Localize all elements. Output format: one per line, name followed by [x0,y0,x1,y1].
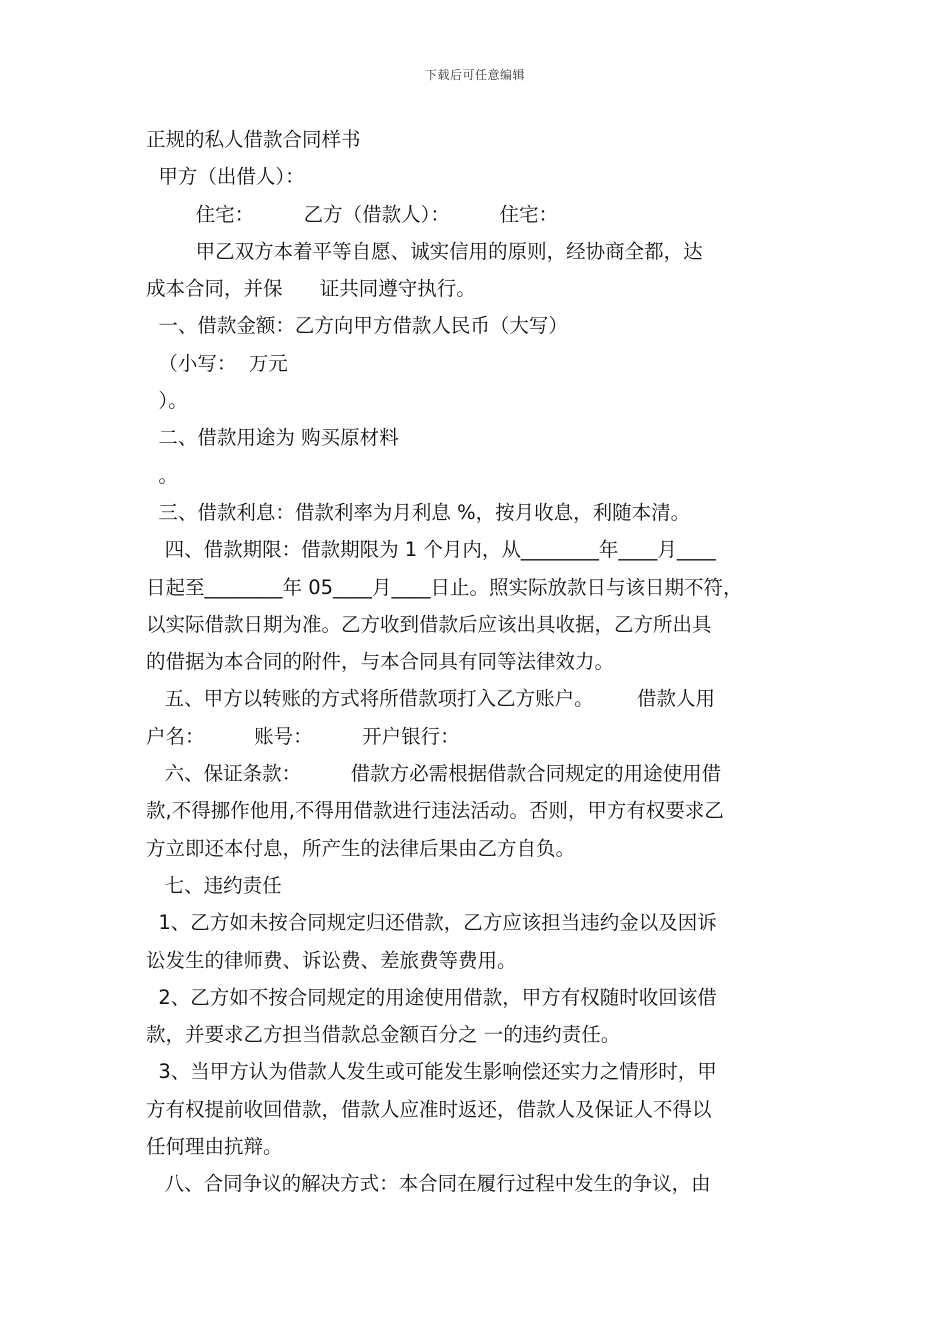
clause-5-transfer-line-1: 五、甲方以转账的方式将所借款项打入乙方账户。 借款人用 [146,687,715,711]
preamble-line-2: 成本合同，并保 证共同遵守执行。 [146,277,476,301]
clause-4-term-line-1: 四、借款期限：借款期限为 1 个月内，从________年____月____ [146,538,716,562]
contract-body [146,121,810,1203]
clause-7-item-1-line-1: 1、乙方如未按合同规定归还借款，乙方应该担当违约金以及因诉 [146,911,717,935]
clause-7-item-3-line-2: 方有权提前收回借款，借款人应准时返还，借款人及保证人不得以 [146,1097,712,1121]
clause-7-item-3-line-3: 任何理由抗辩。 [146,1135,283,1159]
clause-6-guarantee-line-1: 六、保证条款： 借款方必需根据借款合同规定的用途使用借 [146,762,722,786]
clause-5-transfer-line-2: 户名： 账号： 开户银行： [146,724,460,748]
clause-2-purpose: 二、借款用途为 购买原材料 [146,426,399,450]
clause-7-item-3-line-1: 3、当甲方认为借款人发生或可能发生影响偿还实力之情形时，甲 [146,1060,717,1084]
clause-1-amount-end: ）。 [146,389,188,413]
clause-6-guarantee-line-2: 款,不得挪作他用,不得用借款进行违法活动。否则，甲方有权要求乙 [146,799,724,823]
clause-7-item-2-line-2: 款，并要求乙方担当借款总金额百分之 一的违约责任。 [146,1023,621,1047]
residence-party-b-line: 住宅： 乙方（借款人）： 住宅： [146,202,559,226]
page-header-note: 下载后可任意编辑 [424,68,525,82]
clause-6-guarantee-line-3: 方立即还本付息，所产生的法律后果由乙方自负。 [146,836,576,860]
clause-4-term-line-4: 的借据为本合同的附件，与本合同具有同等法律效力。 [146,650,615,674]
clause-4-term-line-3: 以实际借款日期为准。乙方收到借款后应该出具收据，乙方所出具 [146,612,712,636]
clause-8-dispute-line-1: 八、合同争议的解决方式：本合同在履行过程中发生的争议，由 [146,1172,711,1196]
clause-4-term-line-2: 日起至________年 05____月____日止。照实际放款日与该日期不符， [146,575,743,599]
clause-7-item-2-line-1: 2、乙方如不按合同规定的用途使用借款，甲方有权随时收回该借 [146,985,717,1009]
clause-1-amount-small: （小写： 万元 [146,351,288,375]
clause-1-amount: 一、借款金额：乙方向甲方借款人民币（大写） [146,314,568,338]
document-title: 正规的私人借款合同样书 [146,128,361,151]
clause-2-purpose-end: 。 [146,463,178,487]
clause-7-item-1-line-2: 讼发生的律师费、诉讼费、差旅费等费用。 [146,948,517,972]
party-a-line: 甲方（出借人）： [146,165,305,189]
preamble-line-1: 甲乙双方本着平等自愿、诚实信用的原则，经协商全都，达 [146,239,703,263]
clause-3-interest: 三、借款利息：借款利率为月利息 %，按月收息，利随本清。 [146,500,691,524]
clause-7-heading: 七、违约责任 [146,873,282,897]
